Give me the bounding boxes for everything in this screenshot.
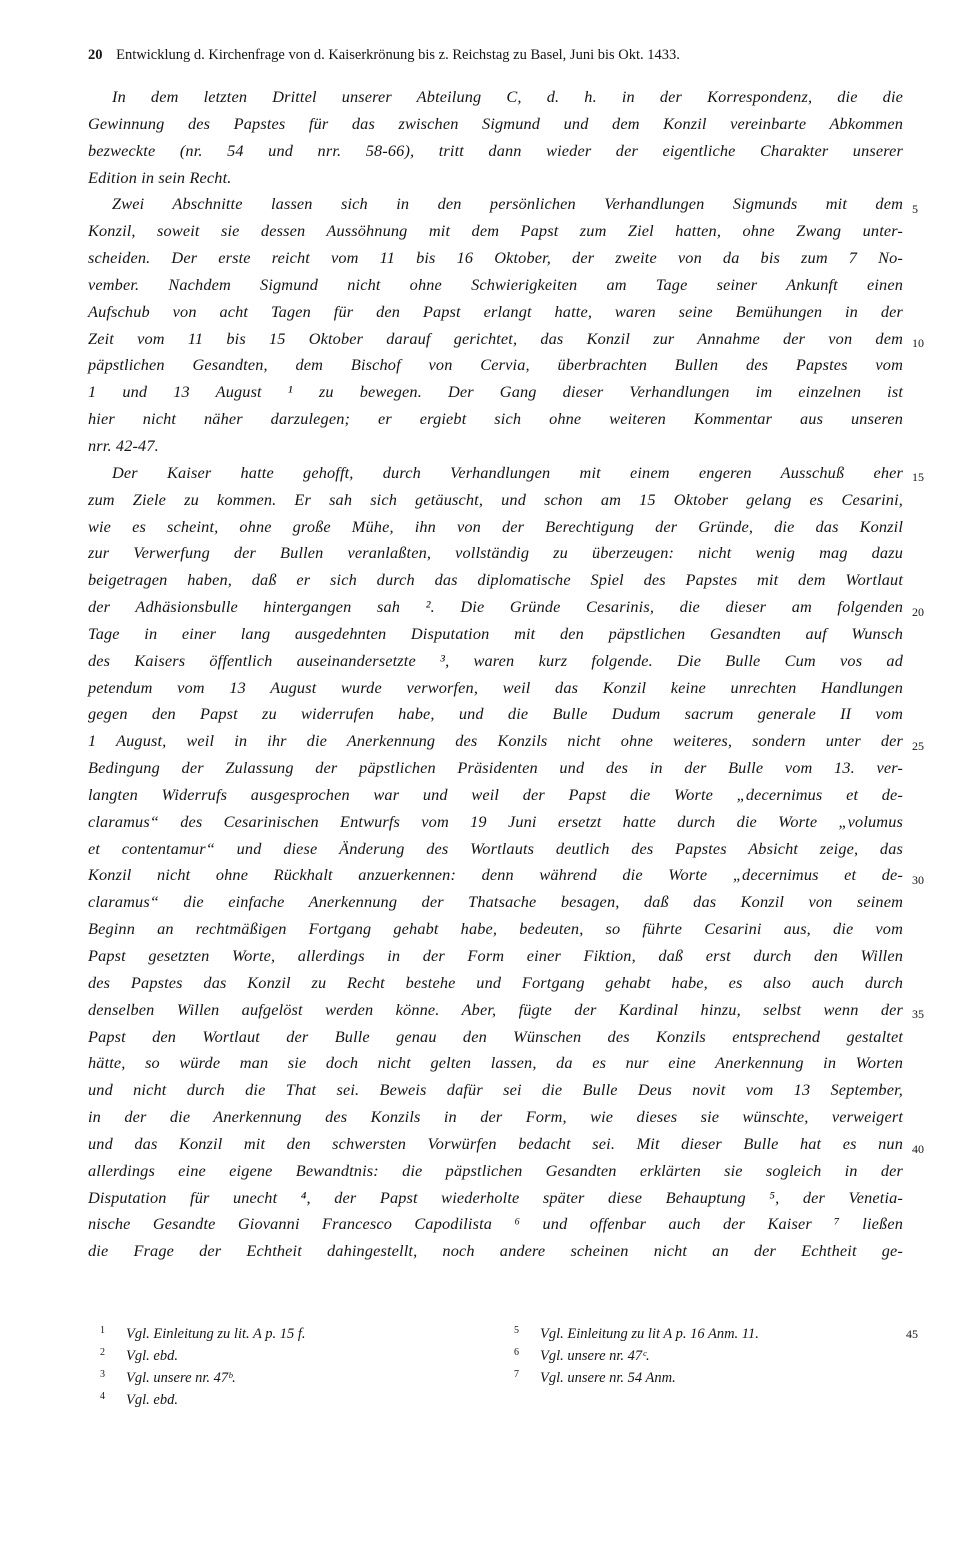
text-line: nische Gesandte Giovanni Francesco Capodilista ⁶ und offenbar auch der Kaiser ⁷ ließen bbox=[88, 1214, 903, 1234]
margin-line-number: 35 bbox=[912, 1007, 924, 1021]
margin-line-number: 15 bbox=[912, 470, 924, 484]
text-line bbox=[88, 1265, 903, 1292]
footnote: 2 Vgl. ebd. bbox=[100, 1347, 178, 1364]
margin-line-number: 25 bbox=[912, 739, 924, 753]
text-line: die Frage der Echtheit dahingestellt, noch andere scheinen nicht an der Echtheit ge- bbox=[88, 1241, 903, 1261]
margin-line-number: 45 bbox=[906, 1327, 918, 1341]
text-line: hätte, so würde man sie doch nicht gelten lassen, da es nur eine Anerkennung in Worten bbox=[88, 1053, 903, 1073]
text-line: Edition in sein Recht. bbox=[88, 167, 232, 187]
text-line: Tage in einer lang ausgedehnten Disputation mit den päpstlichen Gesandten auf Wunsch bbox=[88, 623, 903, 643]
text-line: 1 und 13 August ¹ zu bewegen. Der Gang dieser Verhandlungen im einzelnen ist bbox=[88, 382, 903, 402]
text-line: Der Kaiser hatte gehofft, durch Verhandlungen mit einem engeren Ausschuß eher bbox=[112, 462, 903, 482]
text-line: Konzil nicht ohne Rückhalt anzuerkennen: denn während die Worte „decernimus et de- bbox=[88, 865, 903, 885]
margin-line-number: 20 bbox=[912, 605, 924, 619]
margin-line-number: 10 bbox=[912, 336, 924, 350]
running-header bbox=[88, 47, 888, 64]
text-line: Papst den Wortlaut der Bulle genau den Wünschen des Konzils entsprechend gestaltet bbox=[88, 1026, 903, 1046]
text-line: denselben Willen aufgelöst werden könne. Aber, fügte der Kardinal hinzu, selbst wenn der bbox=[88, 999, 903, 1019]
text-line: Gewinnung des Papstes für das zwischen Sigmund und dem Konzil vereinbarte Abkommen bbox=[88, 113, 903, 133]
margin-line-number: 30 bbox=[912, 873, 924, 887]
text-line: des Papstes das Konzil zu Recht bestehe und Fortgang gehabt habe, es also auch durch bbox=[88, 972, 903, 992]
text-line: et contentamur“ und diese Änderung des Wortlauts deutlich des Papstes Absicht zeige, das bbox=[88, 838, 903, 858]
margin-line-number: 40 bbox=[912, 1142, 924, 1156]
footnote: 3 Vgl. unsere nr. 47ᵇ. bbox=[100, 1369, 236, 1386]
text-line: petendum vom 13 August wurde verworfen, weil das Konzil keine unrechten Handlungen bbox=[88, 677, 903, 697]
footnote: 6 Vgl. unsere nr. 47ᶜ. bbox=[514, 1347, 650, 1364]
text-line: der Adhäsionsbulle hintergangen sah ². Die Gründe Cesarinis, die dieser am folgenden bbox=[88, 597, 903, 617]
text-line: Beginn an rechtmäßigen Fortgang gehabt habe, bedeuten, so führte Cesarini aus, die vom bbox=[88, 919, 903, 939]
text-line: vember. Nachdem Sigmund nicht ohne Schwierigkeiten am Tage seiner Ankunft einen bbox=[88, 274, 903, 294]
footnote: 7 Vgl. unsere nr. 54 Anm. bbox=[514, 1369, 676, 1386]
text-line: Aufschub von acht Tagen für den Papst erlangt hatte, waren seine Bemühungen in der bbox=[88, 301, 903, 321]
running-title: Entwicklung d. Kirchenfrage von d. Kaiserkrönung bis z. Reichstag zu Basel, Juni bis Okt. 1433. bbox=[116, 47, 680, 63]
text-line: und das Konzil mit den schwersten Vorwürfen bedacht sei. Mit dieser Bulle hat es nun bbox=[88, 1133, 903, 1153]
text-line: Disputation für unecht ⁴, der Papst wiederholte später diese Behauptung ⁵, der Venetia- bbox=[88, 1187, 903, 1207]
body-text bbox=[88, 84, 903, 1292]
text-line: scheiden. Der erste reicht vom 11 bis 16 Oktober, der zweite von da bis zum 7 No- bbox=[88, 248, 903, 268]
text-line: claramus“ des Cesarinischen Entwurfs vom 19 Juni ersetzt hatte durch die Worte „volumus bbox=[88, 811, 903, 831]
margin-line-number: 5 bbox=[912, 202, 918, 216]
text-line: in der die Anerkennung des Konzils in der Form, wie dieses sie wünschte, verweigert bbox=[88, 1107, 903, 1127]
text-line: päpstlichen Gesandten, dem Bischof von Cervia, überbrachten Bullen des Papstes vom bbox=[88, 355, 903, 375]
footnote: 4 Vgl. ebd. bbox=[100, 1391, 178, 1408]
text-line: Konzil, soweit sie dessen Aussöhnung mit dem Papst zum Ziel hatten, ohne Zwang unter- bbox=[88, 221, 903, 241]
text-line: und nicht durch die That sei. Beweis dafür sei die Bulle Deus novit vom 13 September, bbox=[88, 1080, 903, 1100]
text-line: langten Widerrufs ausgesprochen war und weil der Papst die Worte „decernimus et de- bbox=[88, 784, 903, 804]
text-line: In dem letzten Drittel unserer Abteilung C, d. h. in der Korrespondenz, die die bbox=[112, 87, 903, 106]
text-line: beigetragen haben, daß er sich durch das diplomatische Spiel des Papstes mit dem Wortlaut bbox=[88, 570, 903, 590]
text-line: Papst gesetzten Worte, allerdings in der Form einer Fiktion, daß erst durch den Willen bbox=[88, 946, 903, 965]
text-line: gegen den Papst zu widerrufen habe, und die Bulle Dudum sacrum generale II vom bbox=[88, 704, 903, 724]
text-line: claramus“ die einfache Anerkennung der Thatsache besagen, daß das Konzil von seinem bbox=[88, 892, 903, 912]
text-line: Bedingung der Zulassung der päpstlichen Präsidenten und des in der Bulle vom 13. ver- bbox=[88, 758, 903, 778]
text-line: allerdings eine eigene Bewandtnis: die päpstlichen Gesandten erklärten sie sogleich in der bbox=[88, 1160, 903, 1180]
footnote: 5 Vgl. Einleitung zu lit A p. 16 Anm. 11. bbox=[514, 1325, 759, 1342]
text-line: bezweckte (nr. 54 und nrr. 58-66), tritt dann wieder der eigentliche Charakter unserer bbox=[88, 140, 903, 160]
footnote: 1 Vgl. Einleitung zu lit. A p. 15 f. bbox=[100, 1325, 306, 1342]
text-line: Zwei Abschnitte lassen sich in den persönlichen Verhandlungen Sigmunds mit dem bbox=[112, 194, 903, 214]
text-line: des Kaisers öffentlich auseinandersetzte ³, waren kurz folgende. Die Bulle Cum vos ad bbox=[88, 650, 903, 670]
text-line: hier nicht näher darzulegen; er ergiebt sich ohne weiteren Kommentar aus unseren bbox=[88, 409, 903, 429]
page-number: 20 bbox=[88, 47, 103, 63]
text-line: 1 August, weil in ihr die Anerkennung des Konzils nicht ohne weiteres, sondern unter der bbox=[88, 731, 903, 751]
text-line: zum Ziele zu kommen. Er sah sich getäuscht, und schon am 15 Oktober gelang es Cesarini, bbox=[88, 489, 903, 509]
text-line: zur Verwerfung der Bullen veranlaßten, vollständig zu überzeugen: nicht wenig mag dazu bbox=[88, 543, 903, 563]
text-line: wie es scheint, ohne große Mühe, ihn von der Berechtigung der Gründe, die das Konzil bbox=[88, 516, 903, 536]
text-line: nrr. 42-47. bbox=[88, 435, 159, 455]
text-line: Zeit vom 11 bis 15 Oktober darauf gerichtet, das Konzil zur Annahme der von dem bbox=[88, 328, 903, 348]
